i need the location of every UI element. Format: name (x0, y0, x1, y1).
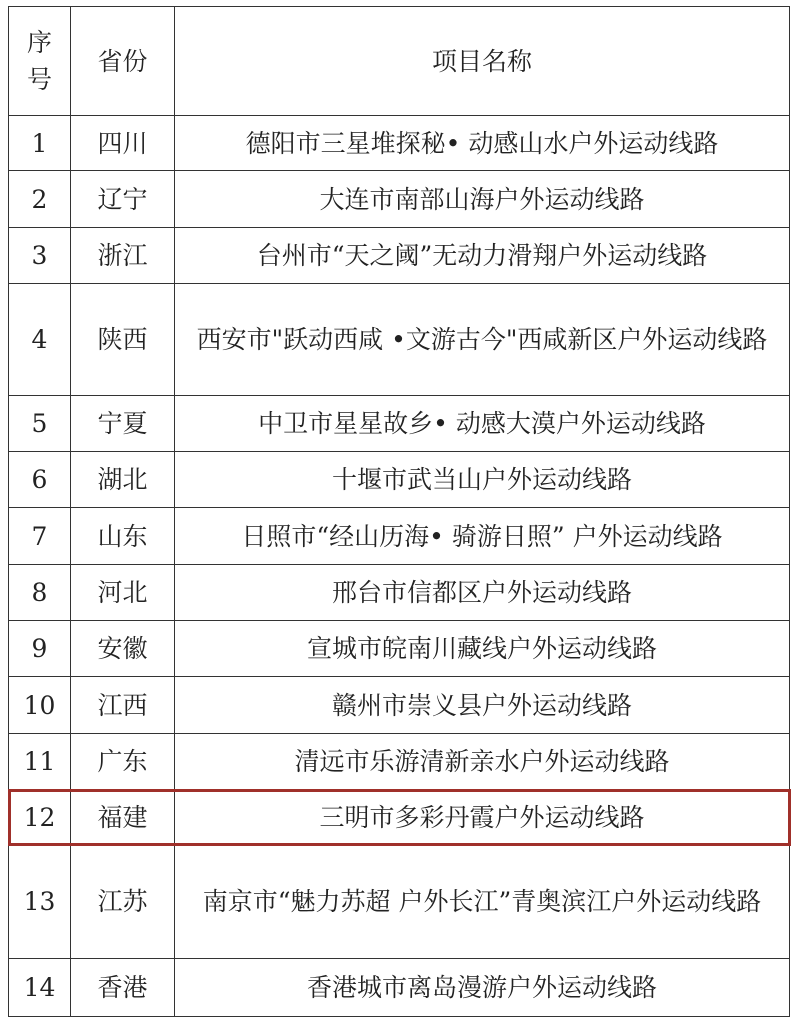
row-number: 3 (9, 228, 71, 284)
table-row (9, 734, 790, 790)
table-row (9, 396, 790, 452)
row-province: 山东 (71, 508, 175, 565)
row-project-name: 十堰市武当山户外运动线路 (175, 452, 790, 508)
row-project-name: 中卫市星星故乡• 动感大漠户外运动线路 (175, 396, 790, 452)
header-project-name: 项目名称 (175, 7, 790, 116)
row-province: 湖北 (71, 452, 175, 508)
row-number: 9 (9, 621, 71, 677)
row-number: 2 (9, 171, 71, 228)
row-province: 安徽 (71, 621, 175, 677)
table-row (9, 677, 790, 734)
row-province: 陕西 (71, 284, 175, 396)
table-row (9, 171, 790, 228)
row-project-name: 邢台市信都区户外运动线路 (175, 565, 790, 621)
row-number: 6 (9, 452, 71, 508)
row-province: 广东 (71, 734, 175, 790)
row-province: 四川 (71, 116, 175, 171)
table-row (9, 845, 790, 959)
table-row (9, 508, 790, 565)
row-number: 14 (9, 959, 71, 1017)
row-project-name: 宣城市皖南川藏线户外运动线路 (175, 621, 790, 677)
row-province: 辽宁 (71, 171, 175, 228)
row-project-name: 德阳市三星堆探秘• 动感山水户外运动线路 (175, 116, 790, 171)
table-row (9, 228, 790, 284)
table-row (9, 116, 790, 171)
table-row-highlighted (9, 790, 790, 845)
route-table (8, 6, 790, 1017)
header-number-line1: 序 (26, 28, 52, 57)
row-number: 11 (9, 734, 71, 790)
header-number-line2: 号 (26, 65, 52, 94)
row-province: 江西 (71, 677, 175, 734)
row-number: 4 (9, 284, 71, 396)
row-project-name: 三明市多彩丹霞户外运动线路 (175, 790, 790, 845)
row-number: 5 (9, 396, 71, 452)
row-project-name: 南京市“魅力苏超 户外长江”青奥滨江户外运动线路 (175, 845, 790, 959)
table-row (9, 565, 790, 621)
row-project-name: 大连市南部山海户外运动线路 (175, 171, 790, 228)
row-number: 12 (9, 790, 71, 845)
table-row (9, 959, 790, 1017)
row-number: 13 (9, 845, 71, 959)
row-number: 10 (9, 677, 71, 734)
table-row (9, 621, 790, 677)
row-project-name: 赣州市崇义县户外运动线路 (175, 677, 790, 734)
row-project-name: 香港城市离岛漫游户外运动线路 (175, 959, 790, 1017)
row-province: 福建 (71, 790, 175, 845)
row-number: 7 (9, 508, 71, 565)
table-header-row (9, 7, 790, 116)
table-row (9, 284, 790, 396)
header-number (9, 7, 71, 116)
row-province: 河北 (71, 565, 175, 621)
table-row (9, 452, 790, 508)
header-province: 省份 (71, 7, 175, 116)
row-province: 香港 (71, 959, 175, 1017)
row-province: 浙江 (71, 228, 175, 284)
row-project-name: 西安市"跃动西咸 •文游古今"西咸新区户外运动线路 (175, 284, 790, 396)
row-province: 宁夏 (71, 396, 175, 452)
row-province: 江苏 (71, 845, 175, 959)
row-project-name: 清远市乐游清新亲水户外运动线路 (175, 734, 790, 790)
row-project-name: 台州市“天之阈”无动力滑翔户外运动线路 (175, 228, 790, 284)
row-project-name: 日照市“经山历海• 骑游日照” 户外运动线路 (175, 508, 790, 565)
row-number: 1 (9, 116, 71, 171)
row-number: 8 (9, 565, 71, 621)
